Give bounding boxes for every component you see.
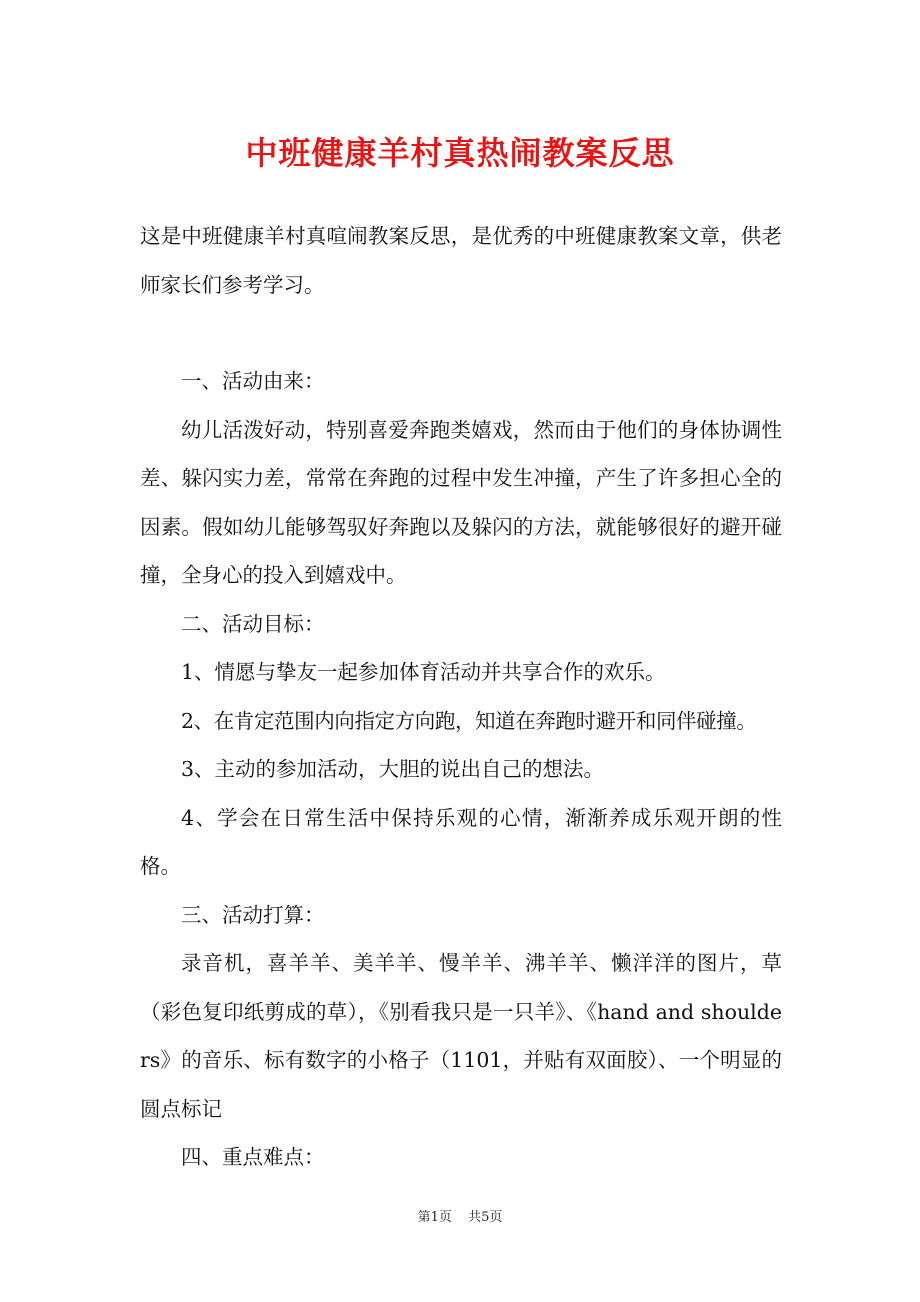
document-title: 中班健康羊村真热闹教案反思 bbox=[245, 134, 675, 172]
goal-item: 1、情愿与挚友一起参加体育活动并共享合作的欢乐。 bbox=[181, 660, 666, 684]
page-total: 共5页 bbox=[468, 1210, 503, 1225]
intro-paragraph: 这是中班健康羊村真喧闹教案反思，是优秀的中班健康教案文章，供老师家长们参考学习。 bbox=[140, 224, 782, 297]
goal-item: 3、主动的参加活动，大胆的说出自己的想法。 bbox=[181, 757, 605, 781]
document-body bbox=[140, 212, 782, 1182]
goal-item: 2、在肯定范围内向指定方向跑，知道在奔跑时避开和同伴碰撞。 bbox=[181, 708, 757, 733]
section-heading-origin: 一、活动由来： bbox=[181, 369, 325, 393]
section-heading-preparation: 三、活动打算： bbox=[181, 902, 325, 927]
section-paragraph: 幼儿活泼好动，特别喜爱奔跑类嬉戏，然而由于他们的身体协调性差、躲闪实力差，常常在奔跑的过程中发生冲撞，产生了许多担心全的因素。假如幼儿能够驾驭好奔跑以及躲闪的方法，就能够很好的避开碰撞，全身心的投入到嬉戏中。 bbox=[140, 417, 782, 587]
section-paragraph: 录音机，喜羊羊、美羊羊、慢羊羊、沸羊羊、懒洋洋的图片，草（彩色复印纸剪成的草），《别看我只是一只羊》、《hand and shoulders》的音乐、标有数字的小格子（1101，并贴有双面胶）、一个明显的圆点标记 bbox=[140, 951, 782, 1121]
section-heading-goals: 二、活动目标： bbox=[181, 611, 325, 636]
page-number: 第1页 bbox=[417, 1210, 452, 1225]
goal-item: 4、学会在日常生活中保持乐观的心情，渐渐养成乐观开朗的性格。 bbox=[140, 805, 782, 878]
page-footer bbox=[0, 1206, 920, 1225]
section-heading-key-points: 四、重点难点： bbox=[181, 1145, 325, 1169]
spacer bbox=[140, 309, 782, 357]
